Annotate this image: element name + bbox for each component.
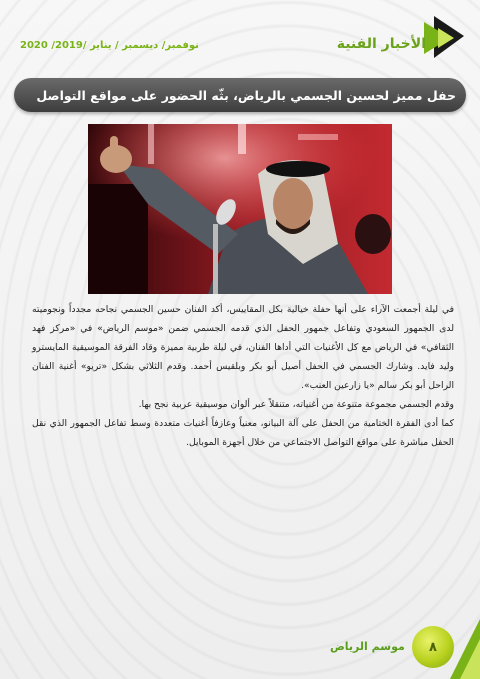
page-header	[16, 14, 466, 62]
page-number-badge	[412, 626, 454, 668]
section-label: موسم الرياض	[330, 640, 405, 653]
singer-photo	[88, 124, 392, 294]
article-paragraph: وقدم الجسمي مجموعة متنوعة من أغنياته، متنقلاً عبر ألوان موسيقية عربية نجح بها.	[138, 399, 454, 410]
headline-bar	[14, 78, 466, 112]
article-paragraph: في ليلة أجمعت الآراء على أنها حفلة خيالية بكل المقاييس، أكد الفنان حسين الجسمي نجاحه مجدداً ونجوميته لدى الجمهور السعودي وتفاعل جمهور الحفل الذي قدمه الجسمي ضمن «موسم الرياض» في «مركز فهد الثقافي» في الرياض مع كل الأغنيات التي أداها الفنان، في ليلة طربية مميزة وقاد الفرقة الموسيقية المايسترو وليد فايد. وشارك الجسمي في الحفل أصيل أبو بكر وبلقيس أحمد. وقدم الثلاثي بشكل «تريو» أغنية الفنان الراحل أبو بكر سالم «يا زارعين العنب».	[32, 304, 454, 391]
headline: حفل مميز لحسين الجسمي بالرياض، بثّه الحضور على مواقع التواصل	[36, 87, 456, 103]
brand-logo	[336, 14, 466, 62]
article-paragraph: كما أدى الفقرة الختامية من الحفل على آلة البيانو، معنياً وعازفاً أغنيات متعددة وسط تفاعل الجمهور الذي نقل الحفل مباشرة على مواقع التواصل الاجتماعي من خلال أجهزة الموبايل.	[32, 418, 454, 448]
corner-decoration-icon	[450, 619, 480, 679]
article-body	[32, 300, 454, 452]
concert-photo-icon	[88, 124, 392, 294]
page-number: ٨	[429, 639, 437, 655]
brand-name: الأخبار الفنية	[336, 36, 426, 52]
issue-date: نوفمبر/ ديسمبر / يناير /2019/ 2020	[20, 40, 199, 51]
